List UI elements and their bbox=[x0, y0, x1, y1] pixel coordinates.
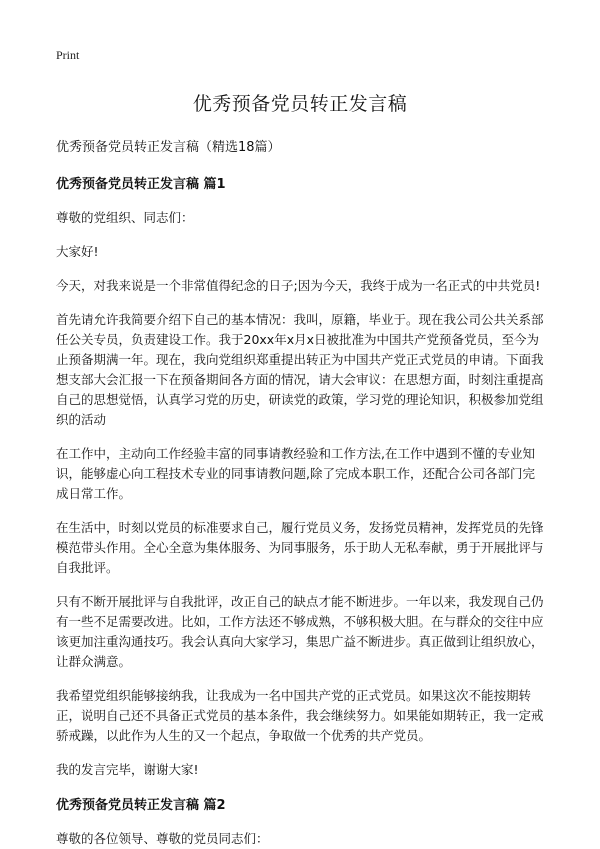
paragraph: 我的发言完毕，谢谢大家! bbox=[56, 762, 199, 777]
paragraph: 在生活中，时刻以党员的标准要求自己，履行党员义务，发扬党员精神，发挥党员的先锋模范带头作用。全心全意为集体服务、为同事服务，乐于助人无私奉献，勇于开展批评与自我批评。 bbox=[56, 520, 544, 575]
print-link[interactable]: Print bbox=[56, 48, 80, 62]
paragraph: 今天，对我来说是一个非常值得纪念的日子;因为今天，我终于成为一名正式的中共党员! bbox=[56, 278, 541, 293]
paragraph: 只有不断开展批评与自我批评，改正自己的缺点才能不断进步。一年以来，我发现自己仍有一些不足需要改进。比如，工作方法还不够成熟，不够积极大胆。在与群众的交往中应该更加注重沟通技巧。我会认真向大家学习，集思广益不断进步。真正做到让组织放心，让群众满意。 bbox=[56, 594, 544, 669]
section-heading-1: 优秀预备党员转正发言稿 篇1 bbox=[56, 177, 226, 192]
paragraph: 尊敬的各位领导、尊敬的党员同志们： bbox=[56, 831, 269, 846]
page-title: 优秀预备党员转正发言稿 bbox=[192, 93, 408, 115]
paragraph: 在工作中，主动向工作经验丰富的同事请教经验和工作方法,在工作中遇到不懂的专业知识，能够虚心向工程技术专业的同事请教问题,除了完成本职工作，还配合公司各部门完成日常工作。 bbox=[56, 446, 535, 501]
paragraph: 我希望党组织能够接纳我，让我成为一名中国共产党的正式党员。如果这次不能按期转正，说明自己还不具备正式党员的基本条件，我会继续努力。如果能如期转正，我一定戒骄戒躁，以此作为人生的又一个起点，争取做一个优秀的共产党员。 bbox=[56, 688, 544, 743]
paragraph: 首先请允许我简要介绍下自己的基本情况：我叫，原籍，毕业于。现在我公司公共关系部任公关专员，负责建设工作。我于20xx年x月x日被批准为中国共产党预备党员，至今为止预备期满一年。现在，我向党组织郑重提出转正为中国共产党正式党员的申请。下面我想支部大会汇报一下在预备期间各方面的情况，请大会审议：在思想方面，时刻注重提高自己的思想觉悟，认真学习党的历史，研读党的政策，学习党的理论知识，积极参加党组织的活动 bbox=[56, 312, 544, 427]
document-subtitle: 优秀预备党员转正发言稿（精选18篇） bbox=[56, 140, 281, 155]
paragraph: 大家好! bbox=[56, 244, 99, 259]
paragraph: 尊敬的党组织、同志们： bbox=[56, 210, 194, 225]
section-heading-2: 优秀预备党员转正发言稿 篇2 bbox=[56, 798, 226, 813]
